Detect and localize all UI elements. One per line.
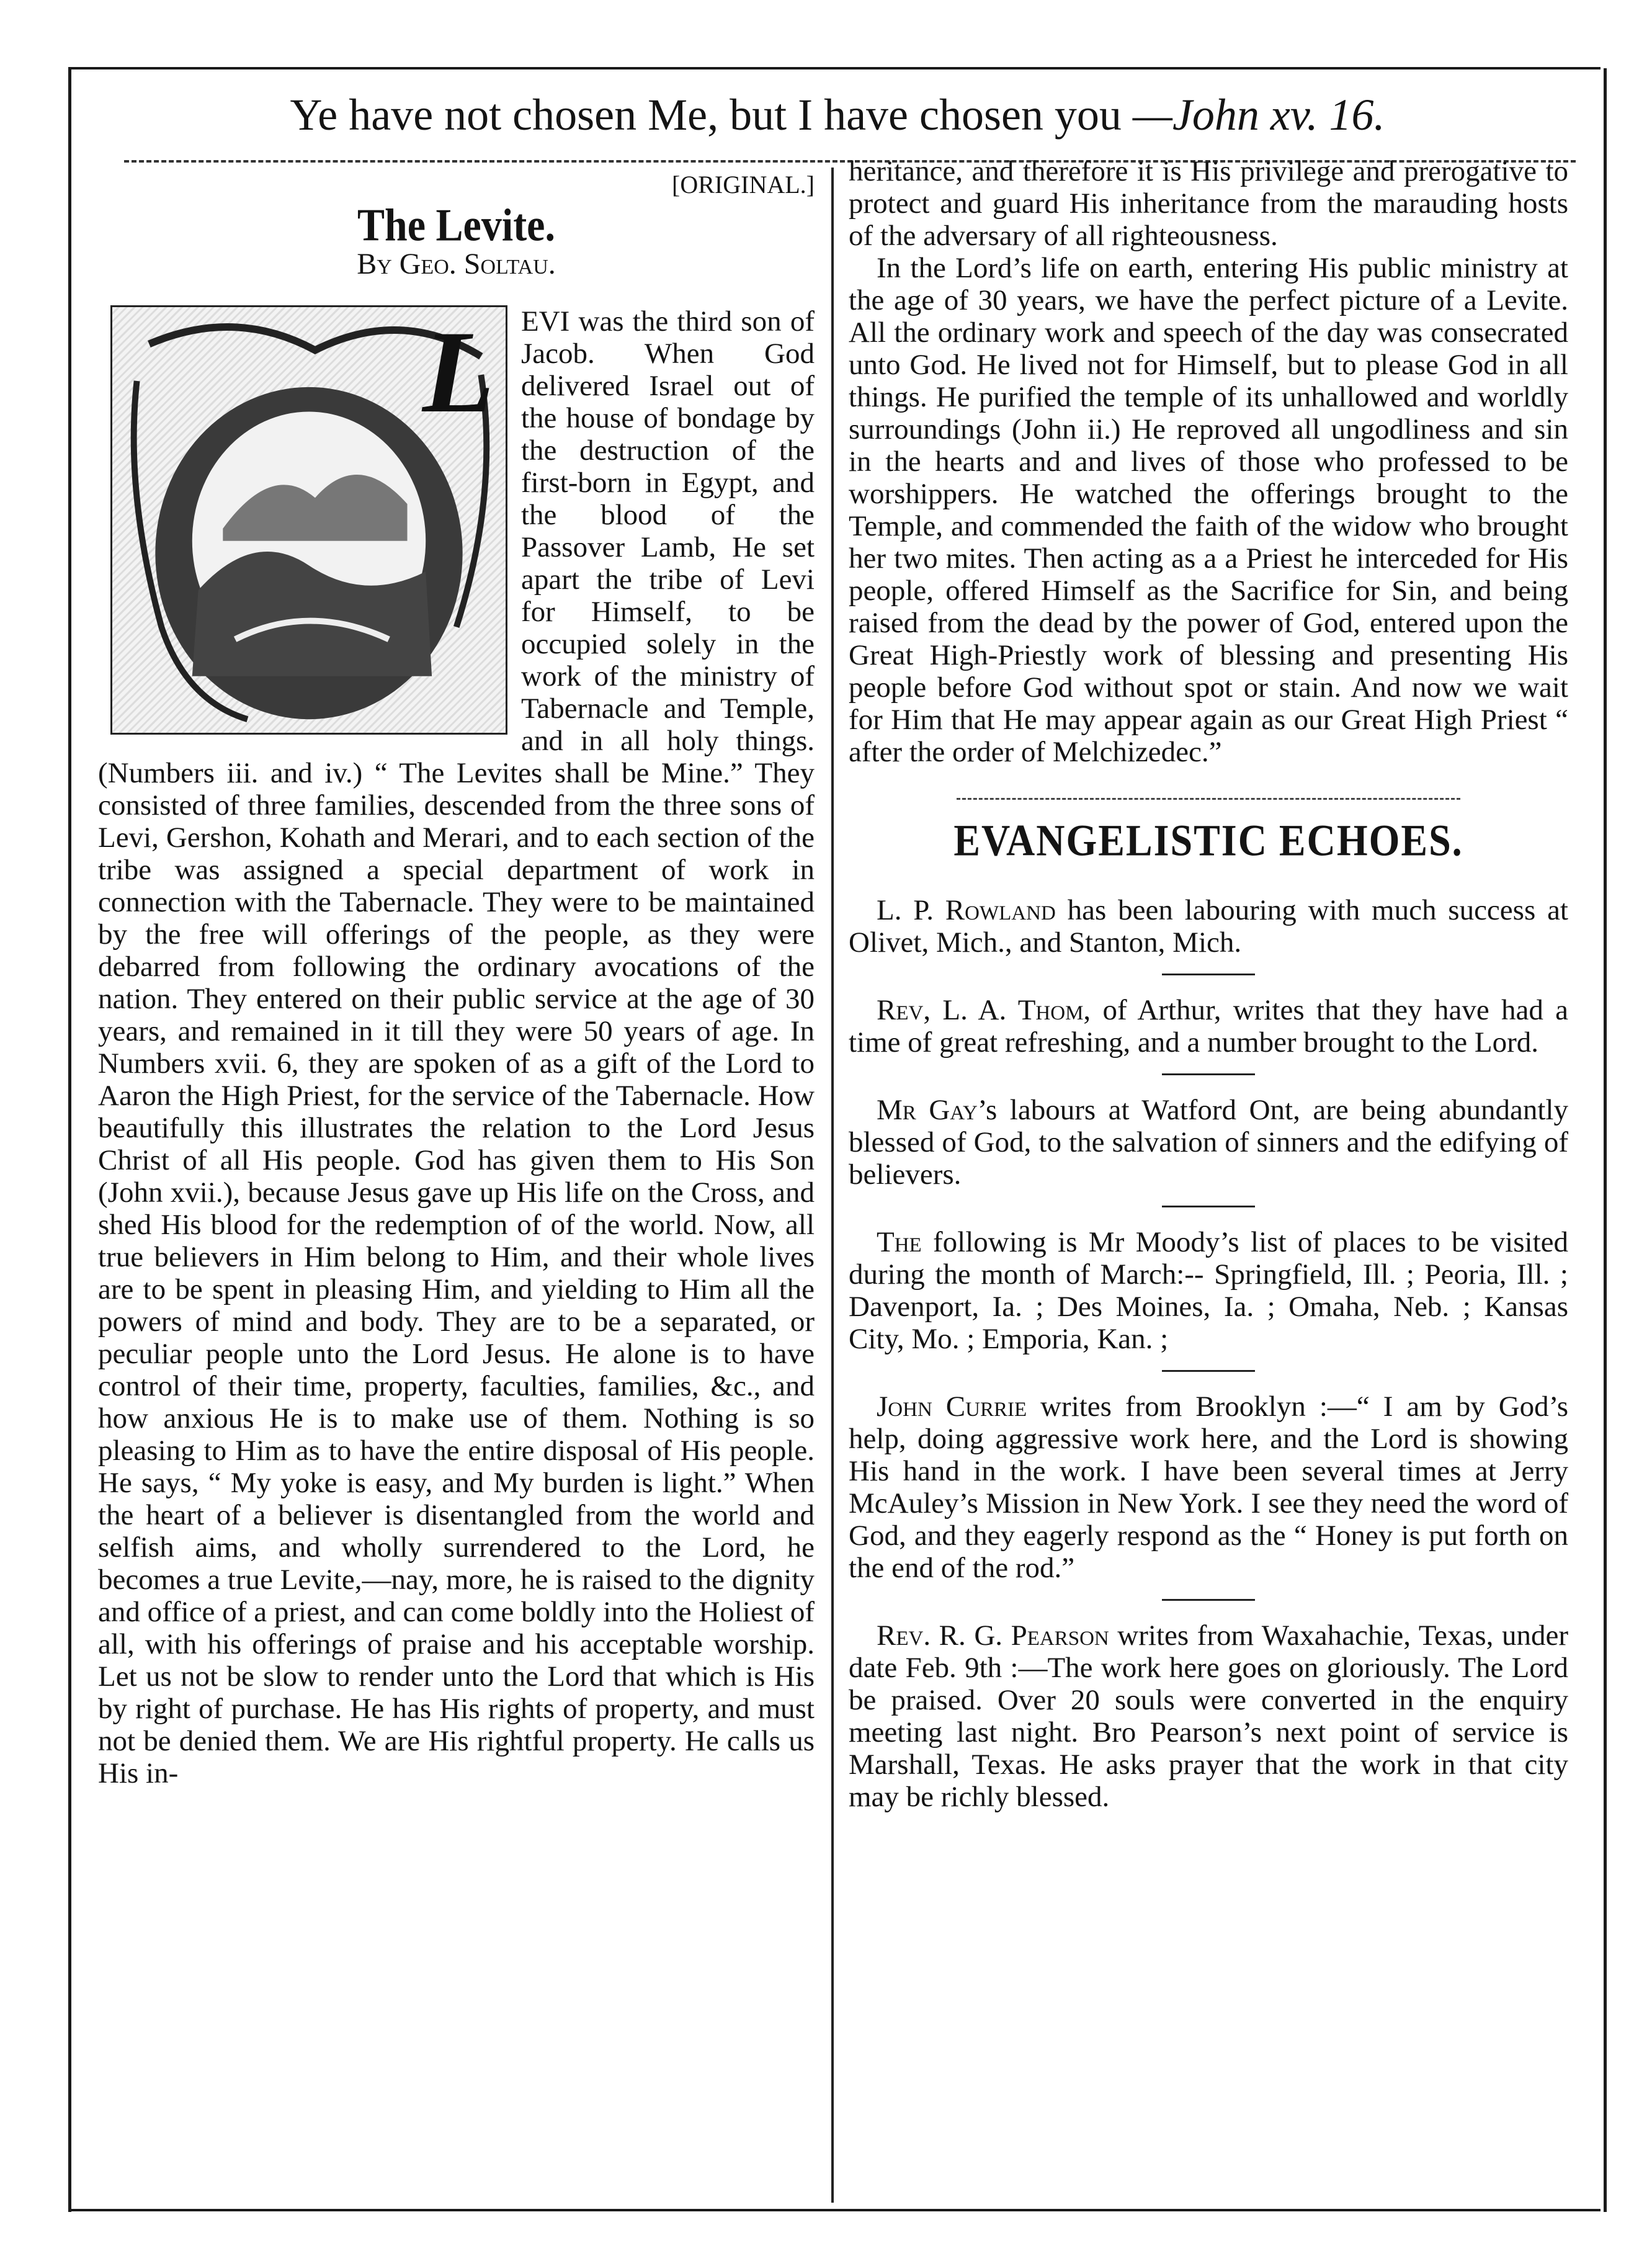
- article-title: The Levite.: [357, 200, 555, 251]
- item-divider: [1162, 1206, 1255, 1207]
- echo-item: [849, 1226, 1568, 1355]
- drop-cap-letter: L: [422, 307, 494, 437]
- echo-lead: Rev. R. G. Pearson: [877, 1619, 1109, 1652]
- echo-lead: The: [877, 1226, 922, 1258]
- echo-text: ’s labours at Watford Ont, are being abundantly blessed of God, to the salvation of sinners and the edifying of believers.: [849, 1094, 1568, 1191]
- section-divider: [957, 798, 1460, 800]
- header-reference: —John xv. 16.: [1132, 90, 1385, 140]
- echo-item: [849, 994, 1568, 1059]
- right-column: [849, 155, 1568, 1813]
- article-byline: By Geo. Soltau.: [357, 248, 556, 280]
- echo-lead: L. P. Rowland: [877, 894, 1056, 926]
- echo-item: [849, 1094, 1568, 1191]
- echo-lead: John Currie: [877, 1390, 1027, 1423]
- article-paragraph-1: EVI was the third son of Jacob. When God delivered Israel out of the house of bondage by the destruction of the first-born in Egypt, and the blood of the Passover Lamb, He set apart the tribe of Levi for Himself, to be occupied solely in the work of the ministry of Tabernacle and Temple, and in all holy things. (Numbers iii. and iv.) “ The Levites shall be Mine.” They consisted of three families, descended from the three sons of Levi, Gershon, Kohath and Merari, and to each section of the tribe was assigned a special department of work in connection with the Tabernacle. They were to be maintained by the free will offerings of the people, as they were debarred from following the ordinary avocations of the nation. They entered on their public service at the age of 30 years, and remained in it till they were 50 years of age. In Numbers xvii. 6, they are spoken of as a gift of the Lord to Aaron the High Priest, for the service of the Tabernacle. How beautifully this illustrates the relation to the Lord Jesus Christ of all His people. God has given them to His Son (John xvii.), because Jesus gave up His life on the Cross, and shed His blood for the redemption of of the world. Now, all true believers in Him belong to Him, and their whole lives are to be spent in pleasing Him, and yielding to Him all the powers of mind and body. They are to be a separated, or peculiar people unto the Lord Jesus. He alone is to have control of their time, property, faculties, families, &c., and how anxious He is to make use of them. Nothing is so pleasing to Him as to have the entire disposal of His people. He says, “ My yoke is easy, and My burden is light.” When the heart of a believer is disentangled from the world and selfish aims, and wholly surrendered to the Lord, he becomes a true Levite,—nay, more, he is raised to the dignity and office of a priest, and can come boldly into the Holiest of all, with his offerings of praise and his acceptable worship. Let us not be slow to render unto the Lord that which is His by right of purchase. He has His rights of property, and must not be denied them. We are His rightful property. He calls us His in-: [98, 305, 815, 1789]
- echoes-title: EVANGELISTIC ECHOES.: [953, 815, 1463, 866]
- item-divider: [1162, 1073, 1255, 1075]
- echo-lead: Mr Gay: [877, 1094, 978, 1126]
- article-paragraph-2: In the Lord’s life on earth, entering His public ministry at the age of 30 years, we have the perfect picture of a Levite. All the ordinary work and speech of the day was consecrated unto God. He lived not for Himself, but to please God in all things. He purified the temple of its unhallowed and worldly surroundings (John ii.) He reproved all ungodliness and sin in the hearts and and lives of those who professed to be worshippers. He watched the offerings brought to the Temple, and commended the faith of the widow who brought her two mites. Then acting as a a Priest he interceded for His people, offered Himself as the Sacrifice for Sin, and being raised from the dead by the power of God, entered upon the Great High-Priestly work of blessing and presenting His people before God without spot or stain. And now we wait for Him that He may appear again as our Great High Priest “ after the order of Melchizedec.”: [849, 252, 1568, 768]
- echo-text: writes from Brooklyn :—“ I am by God’s help, doing aggressive work here, and the Lord is showing His hand in the work. I have been several times at Jerry McAuley’s Mission in New York. I see they need the word of God, and they eagerly respond as the “ Honey is put forth on the end of the rod.”: [849, 1390, 1569, 1584]
- echo-lead: Rev, L. A. Thom: [877, 994, 1084, 1026]
- item-divider: [1162, 1370, 1255, 1372]
- article-tag: [ORIGINAL.]: [672, 171, 815, 199]
- bottom-border: [68, 2209, 1601, 2211]
- item-divider: [1162, 1599, 1255, 1601]
- article-continuation: heritance, and therefore it is His privilege and prerogative to protect and guard His inheritance from the marauding hosts of the adversary of all righteousness.: [849, 155, 1568, 252]
- echo-item: [849, 1619, 1568, 1813]
- echo-item: [849, 1390, 1568, 1584]
- page-header: [87, 74, 1588, 155]
- echo-text: has been labouring with much success at Olivet, Mich., and Stanton, Mich.: [849, 894, 1568, 959]
- echo-text: , of Arthur, writes that they have had a time of great refreshing, and a number brought to the Lord.: [849, 994, 1568, 1059]
- echo-text: writes from Waxahachie, Texas, under date Feb. 9th :—The work here goes on gloriously. The Lord be praised. Over 20 souls were converted in the enquiry meeting last night. Bro Pearson’s next point of service is Marshall, Texas. He asks prayer that the work in that city may be richly blessed.: [849, 1619, 1568, 1813]
- drop-cap-illustration: [110, 305, 507, 735]
- left-column: [98, 155, 815, 1789]
- column-divider: [831, 168, 834, 2203]
- echo-item: [849, 894, 1568, 959]
- item-divider: [1162, 974, 1255, 975]
- top-border: [68, 67, 1601, 69]
- echo-text: following is Mr Moody’s list of places to be visited during the month of March:-- Springfield, Ill. ; Peoria, Ill. ; Davenport, Ia. ; Des Moines, Ia. ; Omaha, Neb. ; Kansas City, Mo. ; Emporia, Kan. ;: [849, 1226, 1568, 1355]
- header-text: Ye have not chosen Me, but I have chosen you: [290, 90, 1122, 140]
